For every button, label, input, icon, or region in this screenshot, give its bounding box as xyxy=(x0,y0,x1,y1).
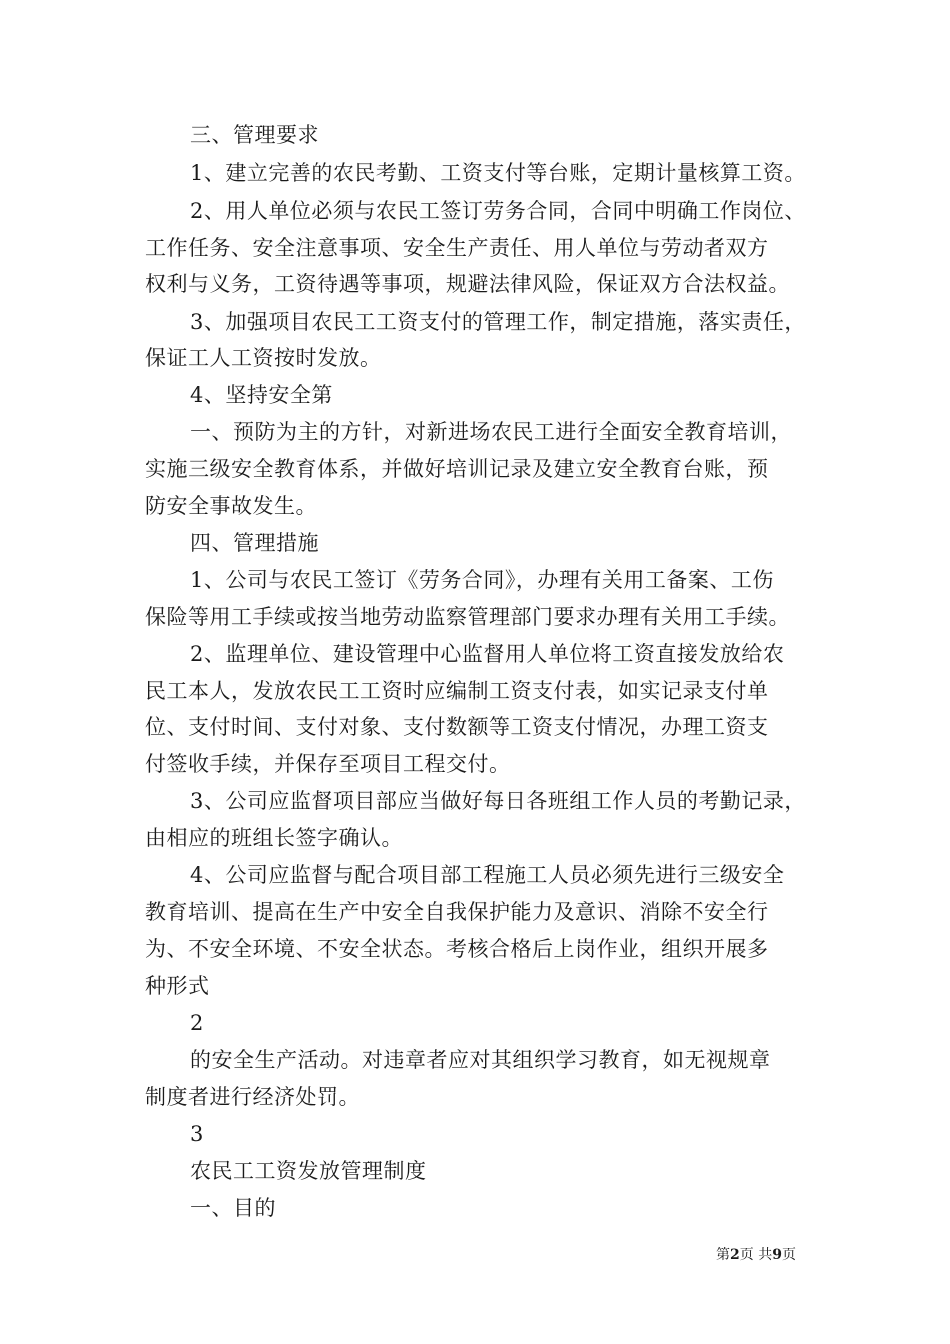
paragraph-line: 3、公司应监督项目部应当做好每日各班组工作人员的考勤记录， xyxy=(190,789,806,813)
page-marker: 2 xyxy=(190,1011,204,1035)
paragraph-line: 由相应的班组长签字确认。 xyxy=(145,826,403,850)
paragraph-line: 保险等用工手续或按当地劳动监察管理部门要求办理有关用工手续。 xyxy=(145,605,790,629)
paragraph-line: 一、预防为主的方针，对新进场农民工进行全面安全教育培训， xyxy=(190,420,792,444)
section-heading: 三、管理要求 xyxy=(190,123,319,147)
footer-prefix: 第 xyxy=(716,1247,730,1263)
paragraph-line: 防安全事故发生。 xyxy=(145,494,317,518)
paragraph-line: 种形式 xyxy=(145,974,210,998)
section-heading: 一、目的 xyxy=(190,1196,276,1220)
page-footer xyxy=(716,1246,796,1264)
paragraph-line: 4、公司应监督与配合项目部工程施工人员必须先进行三级安全 xyxy=(190,863,785,887)
footer-suffix: 页 xyxy=(781,1247,796,1263)
paragraph-line: 工作任务、安全注意事项、安全生产责任、用人单位与劳动者双方 xyxy=(145,236,769,260)
page-marker: 3 xyxy=(190,1122,204,1146)
paragraph-line: 民工本人，发放农民工工资时应编制工资支付表，如实记录支付单 xyxy=(145,679,769,703)
paragraph-line: 实施三级安全教育体系，并做好培训记录及建立安全教育台账，预 xyxy=(145,457,769,481)
footer-page-number: 2 xyxy=(730,1247,740,1263)
paragraph-line: 位、支付时间、支付对象、支付数额等工资支付情况，办理工资支 xyxy=(145,715,769,739)
paragraph-line: 教育培训、提高在生产中安全自我保护能力及意识、消除不安全行 xyxy=(145,900,769,924)
paragraph-line: 权利与义务，工资待遇等事项，规避法律风险，保证双方合法权益。 xyxy=(145,272,790,296)
footer-total-pages: 9 xyxy=(772,1247,782,1263)
footer-middle: 页 共 xyxy=(739,1247,773,1263)
paragraph-line: 制度者进行经济处罚。 xyxy=(145,1085,360,1109)
section-heading: 四、管理措施 xyxy=(190,531,319,555)
document-title: 农民工工资发放管理制度 xyxy=(190,1159,427,1183)
paragraph-line: 2、用人单位必须与农民工签订劳务合同，合同中明确工作岗位、 xyxy=(190,199,806,223)
paragraph-line: 付签收手续，并保存至项目工程交付。 xyxy=(145,752,511,776)
paragraph-line: 为、不安全环境、不安全状态。考核合格后上岗作业，组织开展多 xyxy=(145,937,769,961)
paragraph-line: 3、加强项目农民工工资支付的管理工作，制定措施，落实责任， xyxy=(190,310,806,334)
paragraph-line: 的安全生产活动。对违章者应对其组织学习教育，如无视规章 xyxy=(190,1048,771,1072)
paragraph-line: 4、坚持安全第 xyxy=(190,383,333,407)
paragraph-line: 保证工人工资按时发放。 xyxy=(145,346,382,370)
paragraph-line: 1、建立完善的农民考勤、工资支付等台账，定期计量核算工资。 xyxy=(190,161,806,185)
paragraph-line: 1、公司与农民工签订《劳务合同》，办理有关用工备案、工伤 xyxy=(190,568,774,592)
paragraph-line: 2、监理单位、建设管理中心监督用人单位将工资直接发放给农 xyxy=(190,642,785,666)
